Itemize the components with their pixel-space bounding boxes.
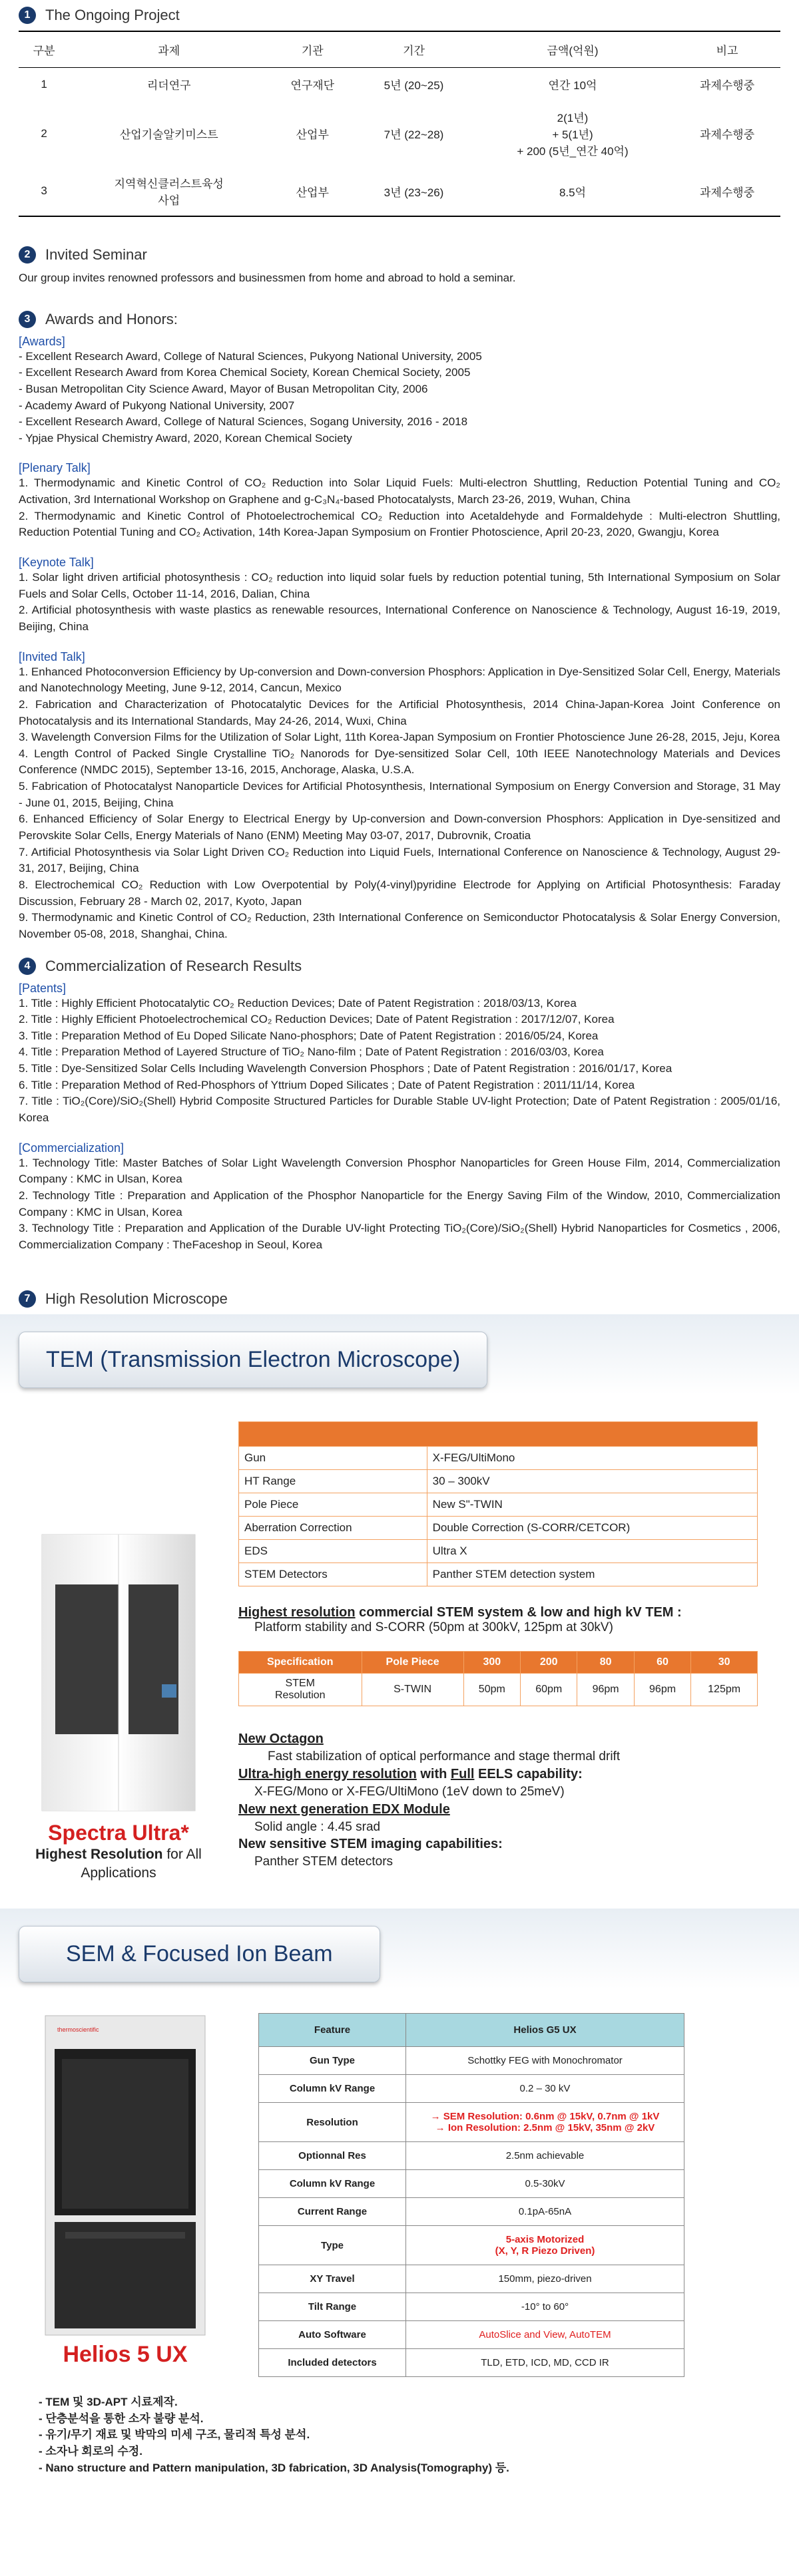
feature-eels-rest: EELS capability: <box>474 1767 583 1782</box>
plenary-block <box>19 461 780 541</box>
spec-row <box>259 2321 684 2349</box>
section-number: 3 <box>19 311 36 328</box>
tem-banner: TEM (Transmission Electron Microscope) <box>19 1332 487 1388</box>
sem-info <box>258 2013 684 2377</box>
list-item: 6. Enhanced Efficiency of Solar Energy to Electrical Energy by Up-conversion and Down-conversion Phosphors: Application in Dye-sensitized and Perovskite Solar Cells, Energy Materials of Nano (ENM) Meeting May 03-07, 2017, Dubrovnik, Croatia <box>19 813 780 842</box>
spec-key: Current Range <box>259 2198 406 2226</box>
table-cell: 50pm <box>463 1674 520 1706</box>
spec-row <box>239 1540 758 1563</box>
list-item: - Busan Metropolitan City Science Award, Mayor of Busan Metropolitan City, 2006 <box>19 382 428 395</box>
table-cell: 산업부 <box>268 166 356 216</box>
column-header: 과제 <box>69 31 268 68</box>
sem-banner: SEM & Focused Ion Beam <box>19 1926 380 1982</box>
column-header: 기간 <box>356 31 471 68</box>
tem-headline-rest: commercial STEM system & low and high kV TEM : <box>355 1605 682 1620</box>
list-item: - Ypjae Physical Chemistry Award, 2020, Korean Chemical Society <box>19 431 352 445</box>
table-cell: 과제수행중 <box>700 128 755 141</box>
keynote-list <box>19 570 780 636</box>
section-title: High Resolution Microscope <box>45 1290 228 1308</box>
spec-value: 0.2 – 30 kV <box>406 2075 684 2103</box>
tem-spec-table <box>238 1421 758 1586</box>
spec-key: Column kV Range <box>259 2170 406 2198</box>
spec-row <box>239 1517 758 1540</box>
spec-key: Auto Software <box>259 2321 406 2349</box>
list-item: 4. Length Control of Packed Single Crystalline TiO₂ Nanorods for Dye-sensitized Solar Cell, 10th IEEE Nanotechnology Materials and Devices Conference (NMDC 2015), September 13-16, 2015, Anchorage, Alaska, U.S.A. <box>19 747 780 777</box>
list-item: 1. Title : Highly Efficient Photocatalytic CO₂ Reduction Devices; Date of Patent Registration : 2018/03/13, Korea <box>19 996 577 1010</box>
feature-eels-title: Ultra-high energy resolution <box>238 1767 417 1782</box>
list-item: 7. Artificial Photosynthesis via Solar Light Driven CO₂ Reduction into Liquid Fuels, International Conference on Nanoscience & Technology, August 29-31, 2017, Beijing, China <box>19 845 780 875</box>
list-item: 9. Thermodynamic and Kinetic Control of CO₂ Reduction, 23th International Conference on Semiconductor Photocatalysis & Solar Energy Conversion, November 05-08, 2018, Shanghai, China. <box>19 911 780 940</box>
spec-key: Column kV Range <box>259 2075 406 2103</box>
tem-resolution-table <box>238 1651 758 1706</box>
project-table <box>19 31 780 217</box>
brand-logo: thermoscientific <box>57 2026 99 2034</box>
table-cell: 과제수행중 <box>700 79 755 92</box>
spec-value: Double Correction (S-CORR/CETCOR) <box>427 1517 757 1540</box>
spec-value: 5-axis Motorized (X, Y, R Piezo Driven) <box>406 2226 684 2265</box>
feature-octagon: New Octagon <box>238 1732 324 1747</box>
awards-list <box>19 349 780 447</box>
list-item: - 단층분석을 통한 소자 불량 분석. <box>39 2412 204 2425</box>
tem-machine <box>19 1521 218 1882</box>
patents-list <box>19 996 780 1127</box>
column-header: 80 <box>577 1652 634 1674</box>
section-number: 4 <box>19 958 36 975</box>
spec-value: 0.5-30kV <box>406 2170 684 2198</box>
table-cell: 산업부 <box>296 128 329 141</box>
sem-section <box>19 2009 780 2377</box>
table-cell: 5년 (20~25) <box>384 79 444 92</box>
column-header: 기관 <box>268 31 356 68</box>
spec-row <box>259 2226 684 2265</box>
sem-bullets <box>39 2394 780 2476</box>
table-cell: 96pm <box>634 1674 690 1706</box>
column-header: Feature <box>259 2014 406 2047</box>
commercialization-block <box>19 1141 780 1254</box>
section-title: Invited Seminar <box>45 246 147 263</box>
spec-key: Included detectors <box>259 2349 406 2377</box>
table-row <box>19 68 780 101</box>
section-7-header <box>19 1290 780 1308</box>
column-header: Specification <box>239 1652 362 1674</box>
table-cell: 2 <box>41 126 47 140</box>
feature-stem-desc: Panther STEM detectors <box>254 1855 394 1869</box>
invited-list <box>19 664 780 943</box>
table-cell: 2(1년) + 5(1년) + 200 (5년_연간 40억) <box>517 112 629 158</box>
tem-model-desc <box>19 1845 218 1882</box>
spec-key: HT Range <box>239 1470 427 1493</box>
list-item: 4. Title : Preparation Method of Layered Structure of TiO₂ Nano-film ; Date of Patent Registration : 2016/03/03, Korea <box>19 1045 604 1059</box>
tem-banner-area <box>0 1314 799 1395</box>
awards-title: [Awards] <box>19 334 65 348</box>
spec-key: Pole Piece <box>239 1493 427 1517</box>
spec-row <box>259 2265 684 2293</box>
invited-block <box>19 650 780 943</box>
list-item: 8. Electrochemical CO₂ Reduction with Low Overpotential by Poly(4-vinyl)pyridine Electrode for Applying on Artificial Photosynthesis: Faraday Discussion, February 28 - March 02, 2017, Kyoto, Japan <box>19 878 780 908</box>
list-item: 5. Title : Dye-Sensitized Solar Cells Including Wavelength Conversion Phosphors ; Date of Patent Registration : 2016/01/17, Korea <box>19 1062 672 1075</box>
table-cell: 125pm <box>691 1674 758 1706</box>
commercialization-title: [Commercialization] <box>19 1141 125 1155</box>
spec-key: Optionnal Res <box>259 2142 406 2170</box>
helios-5-ux-image <box>25 2009 225 2342</box>
tem-headline-underlined: Highest resolution <box>238 1605 356 1620</box>
section-3-header <box>19 311 780 328</box>
invited-title: [Invited Talk] <box>19 649 85 663</box>
list-item: 3. Technology Title : Preparation and Application of the Durable UV-light Protecting TiO₂(Core)/SiO₂(Shell) Hybrid Nanoparticles for Cosmetics , 2006, Commercialization Company : TheFaceshop in Seoul, Korea <box>19 1222 780 1251</box>
spec-row <box>259 2103 684 2142</box>
list-item: 1. Enhanced Photoconversion Efficiency by Up-conversion and Down-conversion Phosphors: Application in Dye-Sensitized Solar Cell, Energy, Materials and Nanotechnology Meeting, June 9-12, 2014, Cancun, Mexico <box>19 665 780 695</box>
spec-key: Aberration Correction <box>239 1517 427 1540</box>
list-item: - 소자나 회로의 수정. <box>39 2444 142 2458</box>
spec-row <box>259 2170 684 2198</box>
list-item: - Academy Award of Pukyong National University, 2007 <box>19 399 295 412</box>
list-item: - Excellent Research Award from Korea Chemical Society, Korean Chemical Society, 2005 <box>19 366 471 379</box>
spec-value: Panther STEM detection system <box>427 1563 757 1586</box>
spec-value: New S"-TWIN <box>427 1493 757 1517</box>
list-item: 2. Title : Highly Efficient Photoelectrochemical CO₂ Reduction Devices; Date of Patent Registration : 2017/12/07, Korea <box>19 1013 615 1026</box>
list-item: 2. Fabrication and Characterization of Photocatalytic Devices for the Artificial Photosynthesis, 2014 China-Japan-Korea Joint Conference on Photocatalysis and its International Standards, May 24-26, 2014, Wuxi, China <box>19 697 780 727</box>
spec-row <box>259 2349 684 2377</box>
list-item: 2. Thermodynamic and Kinetic Control of Photoelectrochemical CO₂ Reduction into Acetaldehyde and Formaldehyde : Multi-electron Shuttling, Reduction Potential Tuning and CO₂ Activation, 14th Korea-Japan Symposium on Frontier Photoscience, April 20-23, 2020, Gwangju, Korea <box>19 509 780 539</box>
spec-row <box>239 1447 758 1470</box>
table-cell: 연간 10억 <box>548 79 597 92</box>
plenary-list <box>19 475 780 541</box>
table-cell: 1 <box>41 77 47 91</box>
list-item: 6. Title : Preparation Method of Red-Phosphors of Yttrium Doped Silicates ; Date of Patent Registration : 2011/11/14, Korea <box>19 1078 635 1091</box>
feature-edx: New next generation EDX Module <box>238 1801 450 1817</box>
awards-block <box>19 335 780 447</box>
spec-key: Tilt Range <box>259 2293 406 2321</box>
table-cell: S-TWIN <box>362 1674 463 1706</box>
section-number: 2 <box>19 246 36 264</box>
tem-features <box>238 1730 780 1871</box>
list-item: 1. Technology Title: Master Batches of Solar Light Wavelength Conversion Phosphor Nanoparticles for Green House Film, 2014, Commercialization Company : KMC in Ulsan, Korea <box>19 1156 780 1186</box>
spec-row <box>239 1493 758 1517</box>
table-row <box>19 100 780 166</box>
section-1-header <box>19 7 780 24</box>
table-cell: 리더연구 <box>146 79 191 92</box>
spec-row <box>259 2198 684 2226</box>
spectra-ultra-image <box>29 1521 208 1814</box>
column-header: Pole Piece <box>362 1652 463 1674</box>
spec-row <box>259 2075 684 2103</box>
tem-headline-sub: Platform stability and S-CORR (50pm at 300kV, 125pm at 30kV) <box>254 1620 613 1635</box>
table-cell: 3 <box>19 166 69 216</box>
list-item: 7. Title : TiO₂(Core)/SiO₂(Shell) Hybrid Composite Structured Particles for Durable Stable UV-light Protection; Date of Patent Registration : 2005/01/16, Korea <box>19 1095 780 1124</box>
tem-info <box>238 1421 780 1882</box>
spec-value: 0.1pA-65nA <box>406 2198 684 2226</box>
spec-key: EDS <box>239 1540 427 1563</box>
spec-key: XY Travel <box>259 2265 406 2293</box>
table-cell: 96pm <box>577 1674 634 1706</box>
list-item: 5. Fabrication of Photocatalyst Nanoparticle Devices for Artificial Photosynthesis, International Symposium on Energy Conversion and Storage, 31 May - June 01, 2015, Beijing, China <box>19 780 780 809</box>
feature-eels-mid: with <box>416 1767 451 1782</box>
list-item: - Nano structure and Pattern manipulation, 3D fabrication, 3D Analysis(Tomography) 등. <box>39 2461 509 2474</box>
section-2-header <box>19 246 780 264</box>
feature-edx-desc: Solid angle : 4.45 srad <box>254 1819 381 1834</box>
spec-row <box>239 1470 758 1493</box>
table-cell: 3년 (23~26) <box>356 166 471 216</box>
list-item: - TEM 및 3D-APT 시료제작. <box>39 2396 178 2409</box>
tem-headline <box>238 1605 780 1620</box>
sem-machine <box>19 2009 232 2377</box>
table-cell: 과제수행중 <box>674 166 780 216</box>
feature-eels-desc: X-FEG/Mono or X-FEG/UltiMono (1eV down to 25meV) <box>254 1785 565 1799</box>
spec-value: -10° to 60° <box>406 2293 684 2321</box>
table-cell: 지역혁신클러스트육성 사업 <box>69 166 268 216</box>
spec-row <box>259 2047 684 2075</box>
section-title: The Ongoing Project <box>45 7 180 23</box>
column-header: 300 <box>463 1652 520 1674</box>
section-title: Commercialization of Research Results <box>45 957 302 974</box>
table-row <box>19 166 780 216</box>
table-cell: 7년 (22~28) <box>384 128 444 141</box>
column-header: 구분 <box>19 31 69 68</box>
column-header: Helios G5 UX <box>406 2014 684 2047</box>
feature-octagon-desc: Fast stabilization of optical performance and stage thermal drift <box>268 1749 621 1764</box>
table-cell: 60pm <box>521 1674 577 1706</box>
spec-key: Resolution <box>259 2103 406 2142</box>
table-cell: STEM Resolution <box>239 1674 362 1706</box>
column-header: 금액(억원) <box>471 31 674 68</box>
spec-value: 2.5nm achievable <box>406 2142 684 2170</box>
section-title: Awards and Honors: <box>45 310 178 327</box>
commercialization-list <box>19 1155 780 1254</box>
spec-value: Ultra X <box>427 1540 757 1563</box>
section-number: 7 <box>19 1290 36 1308</box>
list-item: 2. Technology Title : Preparation and Application of the Phosphor Nanoparticle for the Energy Saving Film of the Window, 2010, Commercialization Company : KMC in Ulsan, Korea <box>19 1189 780 1218</box>
sem-model-name: Helios 5 UX <box>63 2342 188 2368</box>
spec-row <box>259 2142 684 2170</box>
spec-key: Gun <box>239 1447 427 1470</box>
spec-key: Type <box>259 2226 406 2265</box>
list-item: - Excellent Research Award, College of Natural Sciences, Pukyong National University, 2005 <box>19 349 482 363</box>
plenary-title: [Plenary Talk] <box>19 461 91 475</box>
list-item: - Excellent Research Award, College of Natural Sciences, Sogang University, 2016 - 2018 <box>19 415 468 429</box>
spec-key: STEM Detectors <box>239 1563 427 1586</box>
tem-model-name: Spectra Ultra* <box>48 1821 189 1845</box>
feature-eels-full: Full <box>450 1767 475 1782</box>
keynote-block <box>19 556 780 636</box>
list-item: 3. Title : Preparation Method of Eu Doped Silicate Nano-phosphors; Date of Patent Registration : 2016/05/24, Korea <box>19 1029 599 1042</box>
sem-spec-table <box>258 2013 684 2377</box>
spec-row <box>259 2293 684 2321</box>
section-number: 1 <box>19 7 36 24</box>
spec-key: Gun Type <box>259 2047 406 2075</box>
tem-section <box>19 1421 780 1882</box>
table-cell: 8.5억 <box>471 166 674 216</box>
feature-stem: New sensitive STEM imaging capabilities: <box>238 1837 503 1852</box>
tem-desc-bold: Highest Resolution <box>35 1847 163 1863</box>
patents-title: [Patents] <box>19 981 67 995</box>
spec-value: → SEM Resolution: 0.6nm @ 15kV, 0.7nm @ 1kV → Ion Resolution: 2.5nm @ 15kV, 35nm @ 2kV <box>406 2103 684 2142</box>
column-header: 비고 <box>674 31 780 68</box>
spec-value: X-FEG/UltiMono <box>427 1447 757 1470</box>
table-cell: 연구재단 <box>290 79 335 92</box>
column-header: 30 <box>691 1652 758 1674</box>
section-4-header <box>19 958 780 975</box>
spec-row <box>239 1563 758 1586</box>
spec-value: 150mm, piezo-driven <box>406 2265 684 2293</box>
spec-value: AutoSlice and View, AutoTEM <box>406 2321 684 2349</box>
list-item: 1. Thermodynamic and Kinetic Control of CO₂ Reduction into Solar Liquid Fuels: Multi-electron Shuttling, Reduction Potential Tuning and CO₂ Activation, 3rd International Workshop on Graphene and g-C₃N₄-based Photocatalysts, March 23-26, 2019, Wuhan, China <box>19 476 780 506</box>
list-item: 1. Solar light driven artificial photosynthesis : CO₂ reduction into liquid solar fuels by reduction potential tuning, 5th International Symposium on Solar Fuels and Solar Cells, October 11-14, 2016, Dalian, China <box>19 571 780 600</box>
spec-value: Schottky FEG with Monochromator <box>406 2047 684 2075</box>
keynote-title: [Keynote Talk] <box>19 556 94 570</box>
list-item: - 유기/무기 재료 및 박막의 미세 구조, 물리적 특성 분석. <box>39 2428 310 2442</box>
column-header: 200 <box>521 1652 577 1674</box>
column-header: 60 <box>634 1652 690 1674</box>
spec-value: TLD, ETD, ICD, MD, CCD IR <box>406 2349 684 2377</box>
tem-desc-rest: for All Applications <box>81 1847 202 1881</box>
list-item: 3. Wavelength Conversion Films for the Utilization of Solar Light, 11th Korea-Japan Symposium on Frontier Photoscience June 26-28, 2015, Jeju, Korea <box>19 731 780 744</box>
sem-banner-area <box>0 1909 799 1989</box>
table-cell: 산업기술알키미스트 <box>119 128 218 141</box>
list-item: 2. Artificial photosynthesis with waste plastics as renewable resources, International Conference on Nanoscience & Technology, August 16-19, 2019, Beijing, China <box>19 604 780 633</box>
seminar-text: Our group invites renowned professors and businessmen from home and abroad to hold a seminar. <box>19 272 516 284</box>
patents-block <box>19 982 780 1127</box>
spec-value: 30 – 300kV <box>427 1470 757 1493</box>
